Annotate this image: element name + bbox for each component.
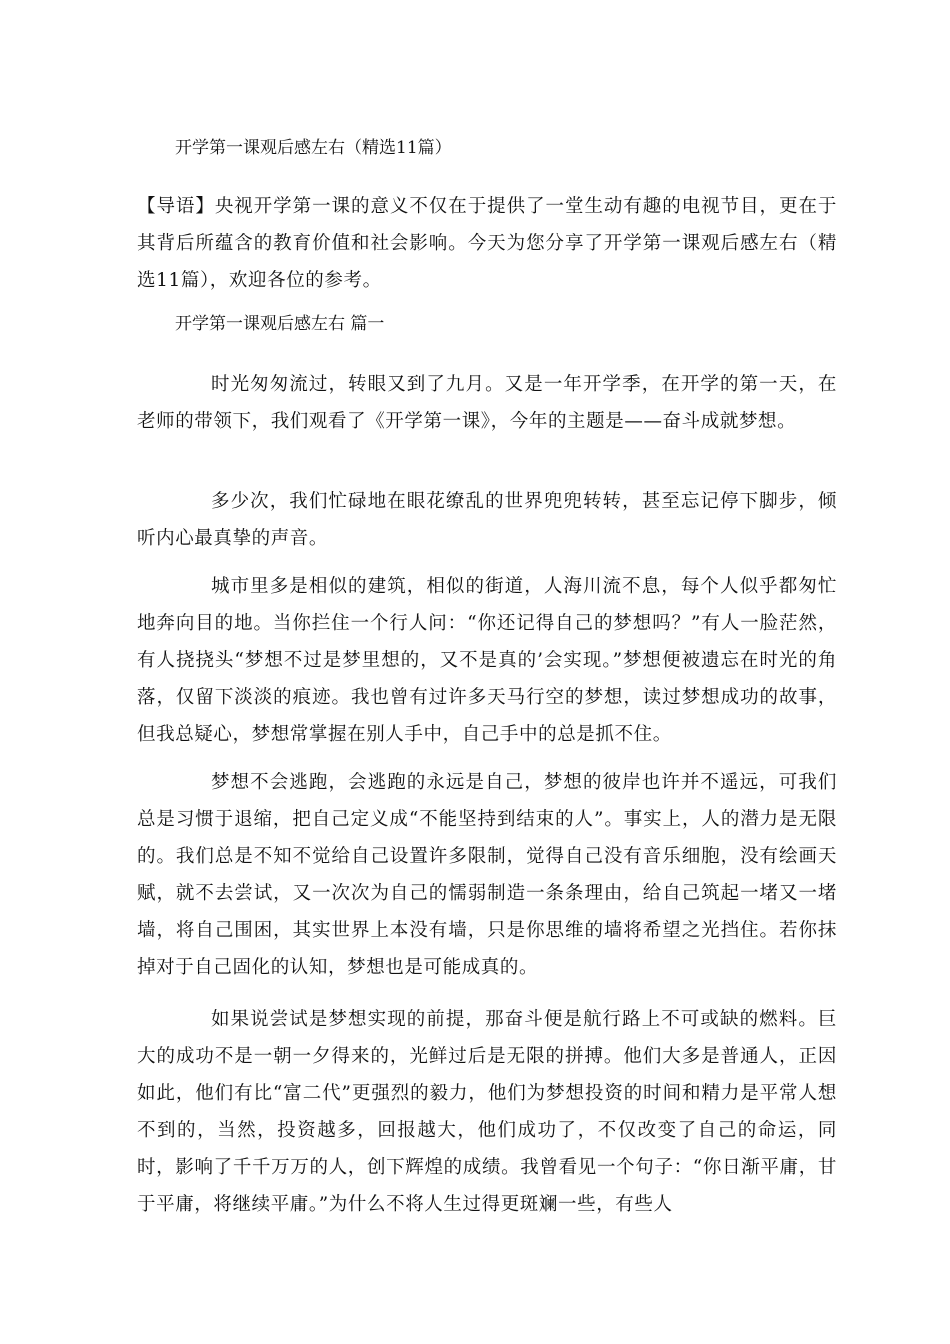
document-title: 开学第一课观后感左右（精选11篇） xyxy=(175,138,452,158)
intro-paragraph: 【导语】央视开学第一课的意义不仅在于提供了一堂生动有趣的电视节目，更在于其背后所蕴含的教育价值和社会影响。今天为您分享了开学第一课观后感左右（精选11篇），欢迎各位的参考。 xyxy=(137,196,837,291)
section-heading: 开学第一课观后感左右 篇一 xyxy=(175,314,385,334)
body-paragraph-5: 如果说尝试是梦想实现的前提，那奋斗便是航行路上不可或缺的燃料。巨大的成功不是一朝一夕得来的，光鲜过后是无限的拼搏。他们大多是普通人，正因如此，他们有比“富二代”更强烈的毅力，他们为梦想投资的时间和精力是平常人想不到的，当然，投资越多，回报越大，他们成功了，不仅改变了自己的命运，同时，影响了千千万万的人，创下辉煌的成绩。我曾看见一个句子：“你日渐平庸，甘于平庸，将继续平庸。”为什么不将人生过得更斑斓一些，有些人 xyxy=(137,1009,837,1215)
body-paragraph-1: 时光匆匆流过，转眼又到了九月。又是一年开学季，在开学的第一天，在老师的带领下，我们观看了《开学第一课》，今年的主题是——奋斗成就梦想。 xyxy=(137,374,837,432)
body-paragraph-3: 城市里多是相似的建筑，相似的街道，人海川流不息，每个人似乎都匆忙地奔向目的地。当你拦住一个行人问：“你还记得自己的梦想吗？”有人一脸茫然，有人挠挠头“梦想不过是梦里想的，又不是真的’会实现。”梦想便被遗忘在时光的角落，仅留下淡淡的痕迹。我也曾有过许多天马行空的梦想，读过梦想成功的故事，但我总疑心，梦想常掌握在别人手中，自己手中的总是抓不住。 xyxy=(137,576,837,745)
body-paragraph-2: 多少次，我们忙碌地在眼花缭乱的世界兜兜转转，甚至忘记停下脚步，倾听内心最真挚的声音。 xyxy=(137,491,837,549)
body-paragraph-4: 梦想不会逃跑，会逃跑的永远是自己，梦想的彼岸也许并不遥远，可我们总是习惯于退缩，把自己定义成“不能坚持到结束的人”。事实上，人的潜力是无限的。我们总是不知不觉给自己设置许多限制，觉得自己没有音乐细胞，没有绘画天赋，就不去尝试，又一次次为自己的懦弱制造一条条理由，给自己筑起一堵又一堵墙，将自己围困，其实世界上本没有墙，只是你思维的墙将希望之光挡住。若你抹掉对于自己固化的认知，梦想也是可能成真的。 xyxy=(137,772,837,978)
